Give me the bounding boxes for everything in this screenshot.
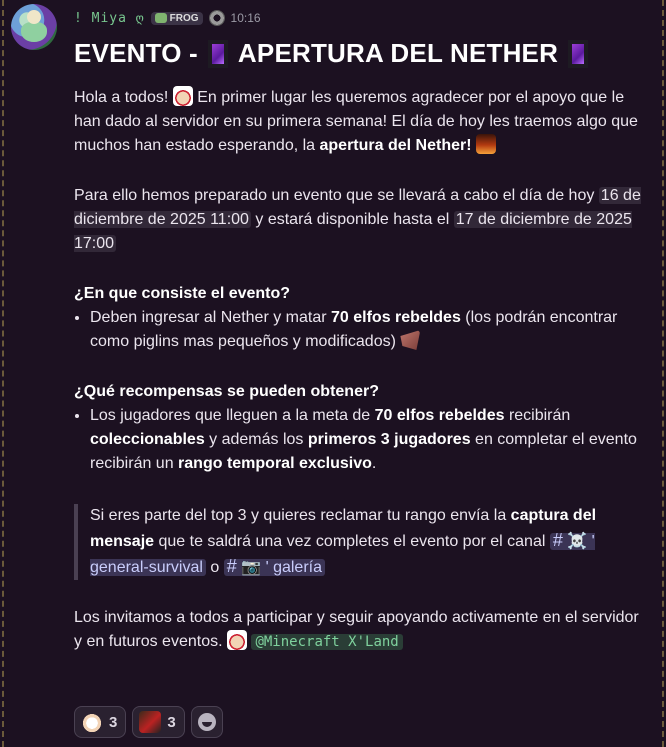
rewards-bold-1: 70 elfos rebeldes bbox=[374, 407, 505, 424]
avatar-face-shape bbox=[27, 10, 41, 24]
message-header bbox=[74, 8, 261, 28]
gear-badge-icon[interactable] bbox=[209, 10, 225, 26]
message-body bbox=[74, 86, 644, 654]
smiley-icon bbox=[198, 713, 216, 731]
title-main: APERTURA DEL NETHER bbox=[237, 38, 559, 68]
channel-name: ☠️ ' general-survival bbox=[90, 533, 595, 576]
user-avatar[interactable] bbox=[11, 4, 57, 50]
avatar-frog-shape bbox=[21, 22, 47, 42]
timestamp-start[interactable]: 16 de diciembre de 2025 11:00 bbox=[74, 187, 641, 228]
runner-emoji-icon bbox=[139, 711, 161, 733]
event-bold: 70 elfos rebeldes bbox=[331, 309, 461, 326]
frog-icon bbox=[155, 13, 167, 23]
username[interactable]: ! Miya ღ bbox=[74, 10, 145, 26]
message-title bbox=[74, 38, 588, 69]
nether-portal-icon bbox=[208, 40, 228, 68]
reaction-runner[interactable] bbox=[132, 706, 184, 738]
title-prefix: EVENTO - bbox=[74, 38, 198, 68]
reaction-chef-hand[interactable] bbox=[74, 706, 126, 738]
dates-text-b: y estará disponible hasta el bbox=[250, 211, 454, 228]
event-text-a: Deben ingresar al Nether y matar bbox=[90, 309, 331, 326]
channel-hash-icon: # bbox=[226, 556, 237, 576]
role-mention[interactable]: @Minecraft X'Land bbox=[251, 634, 402, 650]
rewards-text-b: recibirán bbox=[504, 407, 571, 424]
quote-bold: captura del mensaje bbox=[90, 507, 597, 550]
closing-text: Los invitamos a todos a participar y seguir apoyando activamente en el servidor y en futuros eventos. bbox=[74, 609, 639, 650]
nether-portal-icon bbox=[568, 40, 588, 68]
section-heading-event: ¿En que consiste el evento? bbox=[74, 285, 291, 302]
chef-hand-emoji-icon bbox=[81, 711, 103, 733]
rewards-text-d: en completar el evento recibirán un bbox=[90, 431, 637, 472]
rewards-list bbox=[74, 404, 644, 476]
quote-text-a: Si eres parte del top 3 y quieres reclamar tu rango envía la bbox=[90, 507, 511, 524]
add-reaction-button[interactable] bbox=[191, 706, 223, 738]
chef-kiss-emoji-icon bbox=[173, 86, 193, 106]
rewards-text-a: Los jugadores que lleguen a la meta de bbox=[90, 407, 375, 424]
dates-paragraph bbox=[74, 184, 644, 256]
rewards-text-e: . bbox=[371, 455, 377, 472]
channel-hash-icon: # bbox=[552, 530, 563, 550]
quote-text-c: o bbox=[205, 559, 224, 576]
intro-greeting: Hola a todos! bbox=[74, 89, 169, 106]
timestamp-end[interactable]: 17 de diciembre de 2025 17:00 bbox=[74, 211, 632, 252]
event-text-b: (los podrán encontrar como piglins mas pequeños y modificados) bbox=[90, 309, 618, 350]
chef-emoji-icon bbox=[227, 630, 247, 650]
intro-text: En primer lugar les queremos agradecer por el apoyo que le han dado al servidor en su primera semana! El día de hoy les traemos algo que muchos han estado esperando, la bbox=[74, 89, 638, 154]
blockquote bbox=[74, 504, 644, 580]
reactions-bar bbox=[74, 706, 223, 738]
guild-tag[interactable] bbox=[151, 12, 203, 25]
quote-text-b: que te saldrá una vez completes el evento por el canal bbox=[154, 533, 550, 550]
reaction-count: 3 bbox=[167, 713, 176, 731]
channel-name: 📷 ' galería bbox=[241, 559, 322, 576]
piglin-emoji-icon bbox=[400, 330, 420, 350]
list-item bbox=[90, 404, 644, 476]
reaction-count: 3 bbox=[109, 713, 118, 731]
list-item bbox=[90, 306, 644, 354]
fire-emoji-icon bbox=[476, 134, 496, 154]
rewards-bold-2: coleccionables bbox=[90, 431, 205, 448]
dates-text-a: Para ello hemos preparado un evento que se llevará a cabo el día de hoy bbox=[74, 187, 599, 204]
message-timestamp[interactable]: 10:16 bbox=[230, 11, 261, 25]
rewards-text-c: y además los bbox=[204, 431, 308, 448]
rewards-bold-3: primeros 3 jugadores bbox=[307, 431, 471, 448]
channel-mention-galeria[interactable] bbox=[224, 556, 325, 576]
event-list bbox=[74, 306, 644, 354]
guild-tag-label: FROG bbox=[169, 12, 199, 24]
intro-paragraph bbox=[74, 86, 644, 158]
section-heading-rewards: ¿Qué recompensas se pueden obtener? bbox=[74, 383, 379, 400]
rewards-bold-4: rango temporal exclusivo bbox=[178, 455, 372, 472]
closing-paragraph bbox=[74, 606, 644, 654]
intro-bold: apertura del Nether! bbox=[319, 137, 472, 154]
